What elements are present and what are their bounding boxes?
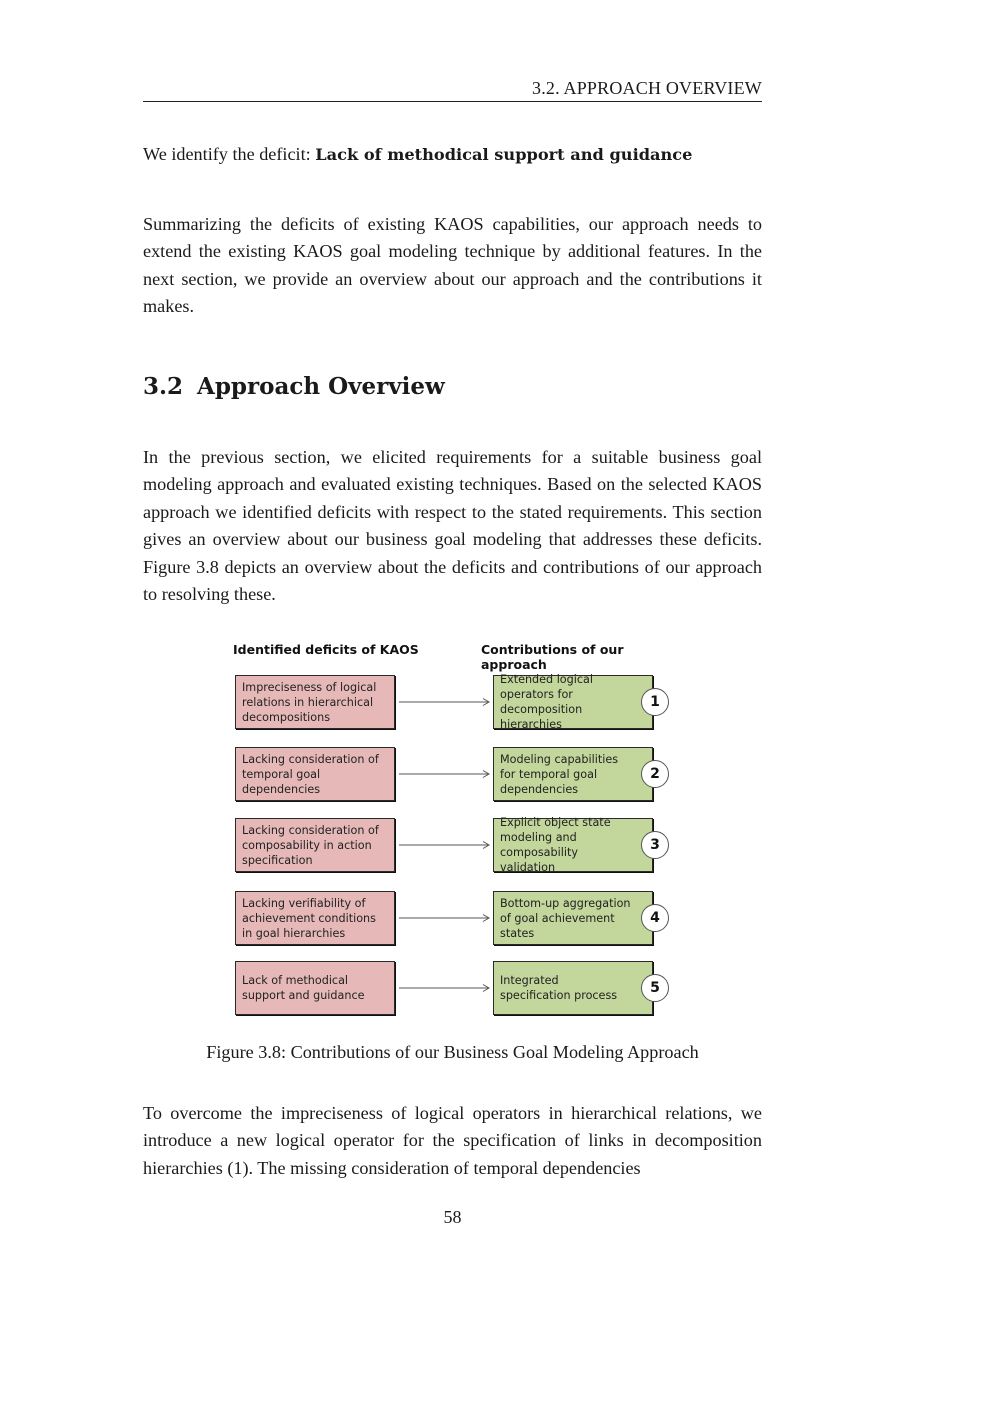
contribution-box: Integrated specification process <box>493 961 653 1015</box>
summary-paragraph: Summarizing the deficits of existing KAOS capabilities, our approach needs to extend the existing KAOS goal modeling technique by additional features. In the next section, we provide an overview about our approach and the contributions it makes. <box>143 214 762 317</box>
arrow-icon <box>399 697 491 707</box>
contribution-number-badge: 1 <box>641 688 669 716</box>
section-heading <box>143 373 445 400</box>
deficits-column-title: Identified deficits of KAOS <box>233 642 419 657</box>
contribution-number-badge: 4 <box>641 904 669 932</box>
deficit-box: Lacking consideration of temporal goal dependencies <box>235 747 395 801</box>
arrow-icon <box>399 840 491 850</box>
deficit-box: Lacking verifiability of achievement conditions in goal hierarchies <box>235 891 395 945</box>
contribution-box: Modeling capabilities for temporal goal dependencies <box>493 747 653 801</box>
contribution-box: Explicit object state modeling and composability validation <box>493 818 653 872</box>
deficit-prefix: We identify the deficit: <box>143 144 316 164</box>
section-number: 3.2 <box>143 373 184 400</box>
page-number: 58 <box>443 1207 462 1227</box>
contribution-number-badge: 2 <box>641 760 669 788</box>
contribution-box: Extended logical operators for decomposition hierarchies <box>493 675 653 729</box>
section-title: Approach Overview <box>197 373 445 400</box>
deficit-box: Impreciseness of logical relations in hierarchical decompositions <box>235 675 395 729</box>
deficit-statement <box>143 141 762 168</box>
running-header: 3.2. APPROACH OVERVIEW <box>143 78 762 102</box>
figure-caption: Figure 3.8: Contributions of our Business Goal Modeling Approach <box>206 1042 699 1062</box>
contribution-number-badge: 3 <box>641 831 669 859</box>
overview-paragraph: In the previous section, we elicited requirements for a suitable business goal modeling approach and evaluated existing techniques. Based on the selected KAOS approach we identified deficits with respect to the stated requirements. This section gives an overview about our business goal modeling that addresses these deficits. Figure 3.8 depicts an overview about the deficits and contributions of our approach to resolving these. <box>143 447 762 605</box>
arrow-icon <box>399 913 491 923</box>
deficit-box: Lacking consideration of composability in action specification <box>235 818 395 872</box>
contribution-box: Bottom-up aggregation of goal achievement states <box>493 891 653 945</box>
contributions-column-title: Contributions of our approach <box>481 642 624 672</box>
deficit-box: Lack of methodical support and guidance <box>235 961 395 1015</box>
contribution-number-badge: 5 <box>641 974 669 1002</box>
deficit-bold: Lack of methodical support and guidance <box>315 145 693 164</box>
arrow-icon <box>399 769 491 779</box>
arrow-icon <box>399 983 491 993</box>
contributions-figure <box>225 640 685 1025</box>
after-figure-paragraph: To overcome the impreciseness of logical operators in hierarchical relations, we introduce a new logical operator for the specification of links in decomposition hierarchies (1). The missing consideration of temporal dependencies <box>143 1103 762 1178</box>
